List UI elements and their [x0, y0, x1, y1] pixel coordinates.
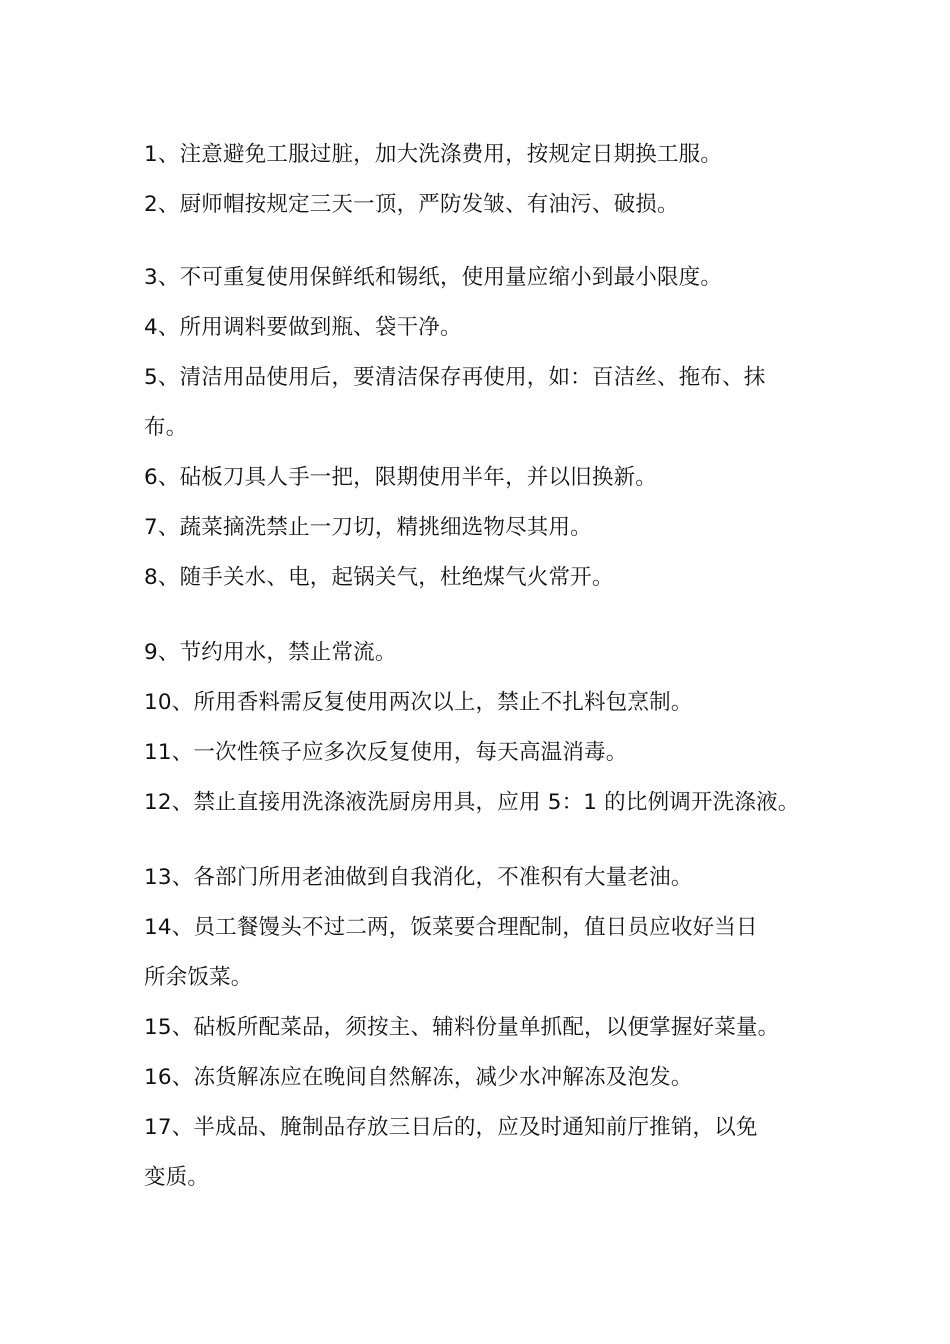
paragraph-gap — [144, 828, 844, 853]
rule-14: 14、员工餐馒头不过二两，饭菜要合理配制，值日员应收好当日 — [144, 915, 758, 940]
rule-17: 17、半成品、腌制品存放三日后的，应及时通知前厅推销，以免 — [144, 1115, 758, 1140]
rule-12: 12、禁止直接用洗涤液洗厨房用具，应用 5：1 的比例调开洗涤液。 — [144, 790, 800, 815]
rule-17-continued: 变质。 — [144, 1165, 210, 1190]
rules-list — [144, 130, 844, 1203]
rule-4: 4、所用调料要做到瓶、袋干净。 — [144, 315, 462, 340]
rule-7: 7、蔬菜摘洗禁止一刀切，精挑细选物尽其用。 — [144, 515, 592, 540]
rule-8: 8、随手关水、电，起锅关气，杜绝煤气火常开。 — [144, 565, 614, 590]
rule-5-continued: 布。 — [144, 415, 188, 440]
rule-13: 13、各部门所用老油做到自我消化，不准积有大量老油。 — [144, 865, 693, 890]
rule-9: 9、节约用水，禁止常流。 — [144, 640, 397, 665]
paragraph-gap — [144, 230, 844, 253]
rule-1: 1、注意避免工服过脏，加大洗涤费用，按规定日期换工服。 — [144, 142, 723, 167]
rule-14-continued: 所余饭菜。 — [144, 965, 253, 990]
rule-16: 16、冻货解冻应在晚间自然解冻，减少水冲解冻及泡发。 — [144, 1065, 693, 1090]
rule-5: 5、清洁用品使用后，要清洁保存再使用，如：百洁丝、拖布、抹 — [144, 365, 766, 390]
rule-3: 3、不可重复使用保鲜纸和锡纸，使用量应缩小到最小限度。 — [144, 265, 723, 290]
rule-10: 10、所用香料需反复使用两次以上，禁止不扎料包烹制。 — [144, 690, 693, 715]
paragraph-gap — [144, 603, 844, 628]
rule-6: 6、砧板刀具人手一把，限期使用半年，并以旧换新。 — [144, 465, 657, 490]
rule-2: 2、厨师帽按规定三天一顶，严防发皱、有油污、破损。 — [144, 192, 679, 217]
rule-11: 11、一次性筷子应多次反复使用，每天高温消毒。 — [144, 740, 628, 765]
rule-15: 15、砧板所配菜品，须按主、辅料份量单抓配，以便掌握好菜量。 — [144, 1015, 780, 1040]
